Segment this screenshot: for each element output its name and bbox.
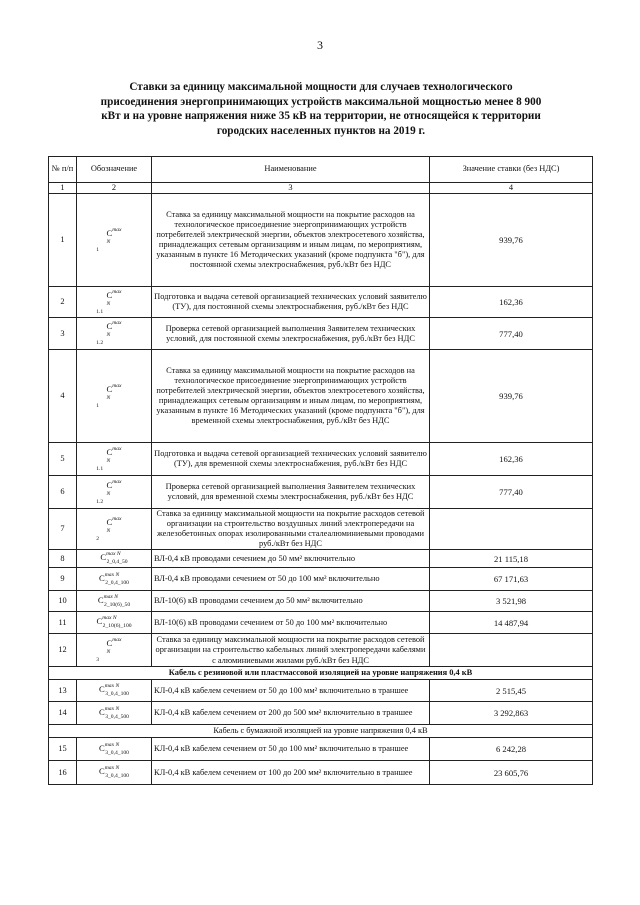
symbol-subscript: 2_0,4_50 (106, 559, 128, 566)
rate-symbol (96, 319, 122, 348)
table-row (49, 634, 593, 667)
table-row (49, 738, 593, 761)
symbol-superscript: max N (106, 515, 122, 534)
row-designation (77, 702, 152, 725)
row-designation (77, 550, 152, 568)
row-designation (77, 612, 152, 634)
table-row (49, 287, 593, 318)
row-name: Подготовка и выдача сетевой организацией технических условий заявителю (ТУ), для постоянной схемы электроснабжения, руб./кВт без НДС (152, 287, 430, 318)
symbol-superscript: max N (106, 636, 122, 655)
table-row (49, 612, 593, 634)
rate-symbol (98, 593, 130, 610)
row-number: 10 (49, 591, 77, 612)
rate-symbol (96, 636, 122, 665)
row-name: Ставка за единицу максимальной мощности на покрытие расходов на технологическое присоединение энергопринимающих устройств потребителей электрической энергии, объектов электросетевого хозяйства, принадлежащих сетевым организациям и иным лицам, по мероприятиям, указанным в пункте 16 Методических указаний (кроме подпункта "б"), для постоянной схемы электроснабжения, руб./кВт без НДС (152, 194, 430, 287)
row-name: Подготовка и выдача сетевой организацией технических условий заявителю (ТУ), для временной схемы электроснабжения, руб./кВт без НДС (152, 443, 430, 476)
rate-symbol (99, 705, 129, 722)
header-value: Значение ставки (без НДС) (430, 157, 593, 183)
symbol-base: C (96, 616, 103, 627)
row-name: Ставка за единицу максимальной мощности на покрытие расходов сетевой организации на строительство кабельных линий электропередачи кабелями с алюминиевыми жилами руб./кВт без НДС (152, 634, 430, 667)
rates-table (48, 156, 593, 785)
symbol-subscript: 1 (96, 246, 99, 253)
row-designation (77, 634, 152, 667)
index-num: 1 (49, 183, 77, 194)
row-name: ВЛ-10(6) кВ проводами сечением от 50 до 100 мм² включительно (152, 612, 430, 634)
row-designation (77, 443, 152, 476)
symbol-base: C (99, 684, 105, 695)
symbol-subscript: 1.1 (96, 465, 104, 472)
symbol-superscript: max N (106, 445, 122, 464)
symbol-subscript: 1 (96, 402, 99, 409)
row-value: 3 292,863 (430, 702, 593, 725)
row-number: 13 (49, 680, 77, 702)
row-number: 11 (49, 612, 77, 634)
row-value: 67 171,63 (430, 568, 593, 591)
symbol-superscript: max N (106, 226, 122, 245)
rate-symbol (96, 382, 122, 411)
symbol-subscript: 3_0,4_100 (105, 773, 129, 780)
table-row (49, 443, 593, 476)
header-num: № п/п (49, 157, 77, 183)
rate-symbol (100, 550, 127, 567)
rate-symbol (99, 571, 129, 588)
symbol-subscript: 2_10(6)_100 (102, 623, 132, 630)
row-name: ВЛ-10(6) кВ проводами сечением до 50 мм² включительно (152, 591, 430, 612)
row-number: 1 (49, 194, 77, 287)
symbol-superscript: max N (104, 765, 120, 772)
symbol-superscript: max N (104, 705, 120, 712)
row-value: 777,40 (430, 476, 593, 509)
table-row (49, 350, 593, 443)
symbol-superscript: max N (104, 571, 120, 578)
rate-symbol (99, 764, 129, 781)
row-designation (77, 287, 152, 318)
row-name: Проверка сетевой организацией выполнения Заявителем технических условий, для временной схемы электроснабжения, руб./кВт без НДС (152, 476, 430, 509)
symbol-superscript: max N (106, 288, 122, 307)
symbol-superscript: max N (104, 741, 120, 748)
section-paper-insulation (49, 725, 593, 738)
header-designation: Обозначение (77, 157, 152, 183)
row-name: КЛ-0,4 кВ кабелем сечением от 50 до 100 мм² включительно в траншее (152, 738, 430, 761)
index-designation: 2 (77, 183, 152, 194)
header-name: Наименование (152, 157, 430, 183)
row-value: 939,76 (430, 350, 593, 443)
row-value: 14 487,94 (430, 612, 593, 634)
table-row (49, 568, 593, 591)
symbol-base: C (100, 552, 107, 563)
symbol-subscript: 3_0,4_100 (105, 749, 129, 756)
row-value: 162,36 (430, 287, 593, 318)
symbol-base: C (99, 706, 105, 717)
symbol-base: C (99, 572, 105, 583)
symbol-subscript: 2_10(6)_50 (104, 601, 131, 608)
row-designation (77, 318, 152, 350)
table-row (49, 761, 593, 785)
row-designation (77, 738, 152, 761)
row-name: Ставка за единицу максимальной мощности на покрытие расходов сетевой организации на строительство воздушных линий электропередачи на железобетонных опорах изолированными сталеалюминиевыми проводами руб./кВт без НДС (152, 509, 430, 550)
table-header-row (49, 157, 593, 183)
section-paper-insulation-label: Кабель с бумажной изоляцией на уровне напряжения 0,4 кВ (49, 725, 593, 738)
table-row (49, 591, 593, 612)
rate-symbol (96, 515, 122, 544)
symbol-superscript: max N (106, 551, 121, 558)
rate-symbol (96, 478, 122, 507)
symbol-superscript: max N (106, 320, 122, 339)
row-value: 23 605,76 (430, 761, 593, 785)
row-designation (77, 509, 152, 550)
symbol-base: C (106, 289, 113, 300)
symbol-subscript: 1.2 (96, 340, 104, 347)
row-number: 3 (49, 318, 77, 350)
row-number: 5 (49, 443, 77, 476)
rate-symbol (96, 445, 122, 474)
symbol-base: C (106, 227, 113, 238)
row-designation (77, 476, 152, 509)
symbol-subscript: 3_0,4_500 (105, 713, 129, 720)
row-value: 3 521,98 (430, 591, 593, 612)
rate-symbol (96, 614, 131, 631)
row-name: КЛ-0,4 кВ кабелем сечением от 200 до 500 мм² включительно в траншее (152, 702, 430, 725)
row-number: 7 (49, 509, 77, 550)
row-value: 21 115,18 (430, 550, 593, 568)
row-name: Ставка за единицу максимальной мощности на покрытие расходов на технологическое присоединение энергопринимающих устройств потребителей электрической энергии, объектов электросетевого хозяйства, принадлежащих сетевым организациям и иным лицам, по мероприятиям, указанным в пункте 16 Методических указаний (кроме подпункта "б"), для временной схемы электроснабжения, руб./кВт без НДС (152, 350, 430, 443)
row-designation (77, 680, 152, 702)
row-number: 15 (49, 738, 77, 761)
symbol-superscript: max N (103, 593, 119, 600)
row-designation (77, 761, 152, 785)
table-row (49, 194, 593, 287)
page-number: 3 (317, 38, 323, 52)
table-row (49, 702, 593, 725)
table-row (49, 318, 593, 350)
symbol-base: C (99, 766, 105, 777)
row-number: 12 (49, 634, 77, 667)
row-number: 4 (49, 350, 77, 443)
row-number: 8 (49, 550, 77, 568)
symbol-subscript: 3 (96, 656, 99, 663)
table-row (49, 550, 593, 568)
row-name: ВЛ-0,4 кВ проводами сечением до 50 мм² включительно (152, 550, 430, 568)
symbol-base: C (106, 516, 113, 527)
row-designation (77, 568, 152, 591)
index-value: 4 (430, 183, 593, 194)
symbol-subscript: 1.1 (96, 308, 104, 315)
symbol-base: C (106, 637, 113, 648)
row-value: 6 242,28 (430, 738, 593, 761)
symbol-base: C (106, 321, 113, 332)
symbol-base: C (106, 446, 113, 457)
row-number: 16 (49, 761, 77, 785)
symbol-subscript: 2 (96, 535, 99, 542)
rate-symbol (99, 741, 129, 758)
section-rubber-insulation-label: Кабель с резиновой или пластмассовой изоляцией на уровне напряжения 0,4 кВ (49, 667, 593, 680)
row-value: 777,40 (430, 318, 593, 350)
symbol-subscript: 2_0,4_100 (105, 579, 129, 586)
section-rubber-insulation (49, 667, 593, 680)
symbol-superscript: max N (102, 615, 117, 622)
symbol-base: C (106, 479, 113, 490)
index-name: 3 (152, 183, 430, 194)
symbol-base: C (106, 383, 113, 394)
row-name: Проверка сетевой организацией выполнения Заявителем технических условий, для постоянной схемы электроснабжения, руб./кВт без НДС (152, 318, 430, 350)
table-index-row (49, 183, 593, 194)
row-number: 9 (49, 568, 77, 591)
row-value (430, 509, 593, 550)
rate-symbol (96, 288, 122, 317)
row-value: 162,36 (430, 443, 593, 476)
row-number: 2 (49, 287, 77, 318)
row-value (430, 634, 593, 667)
row-designation (77, 591, 152, 612)
table-row (49, 680, 593, 702)
symbol-base: C (97, 594, 104, 605)
row-number: 14 (49, 702, 77, 725)
symbol-base: C (99, 742, 105, 753)
symbol-subscript: 1.2 (96, 498, 104, 505)
table-row (49, 476, 593, 509)
row-designation (77, 194, 152, 287)
symbol-superscript: max N (106, 382, 122, 401)
row-value: 939,76 (430, 194, 593, 287)
symbol-superscript: max N (104, 683, 120, 690)
rate-symbol (96, 226, 122, 255)
row-name: КЛ-0,4 кВ кабелем сечением от 100 до 200 мм² включительно в траншее (152, 761, 430, 785)
row-number: 6 (49, 476, 77, 509)
rate-symbol (99, 682, 129, 699)
symbol-subscript: 3_0,4_100 (105, 691, 129, 698)
symbol-superscript: max N (106, 478, 122, 497)
row-value: 2 515,45 (430, 680, 593, 702)
row-designation (77, 350, 152, 443)
table-row (49, 509, 593, 550)
row-name: ВЛ-0,4 кВ проводами сечением от 50 до 100 мм² включительно (152, 568, 430, 591)
row-name: КЛ-0,4 кВ кабелем сечением от 50 до 100 мм² включительно в траншее (152, 680, 430, 702)
document-title: Ставки за единицу максимальной мощности для случаев технологического присоединения энергопринимающих устройств максимальной мощностью менее 8 900 кВт и на уровне напряжения ниже 35 кВ на территории, не относящейся к территории городских населенных пунктов на 2019 г. (100, 81, 542, 137)
